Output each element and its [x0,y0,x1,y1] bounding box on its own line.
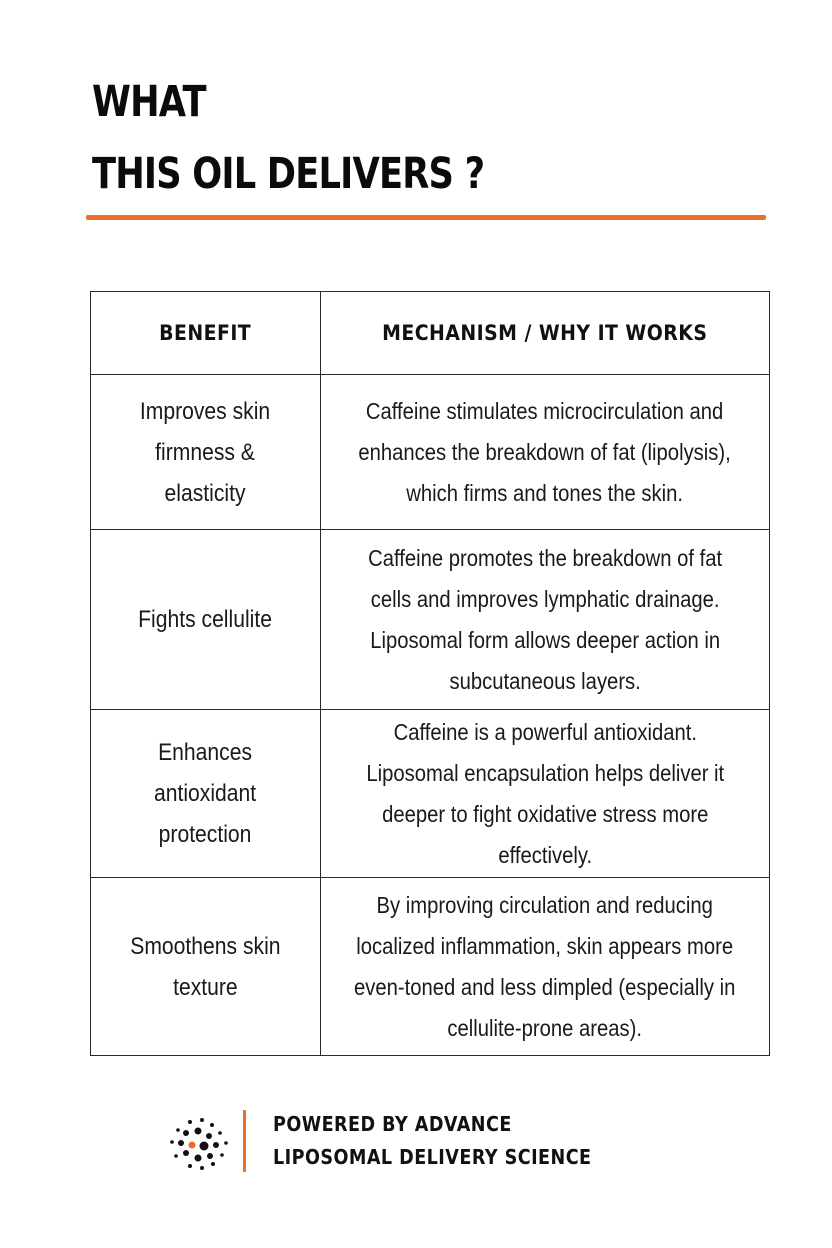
table-row [91,530,770,710]
benefit-cell: Improves skin firmness & elasticity [91,375,321,530]
benefit-cell: Smoothens skin texture [91,878,321,1056]
benefit-cell: Enhances antioxidant protection [91,710,321,878]
table-row [91,375,770,530]
footer-accent-bar [243,1110,246,1172]
mechanism-cell: Caffeine is a powerful antioxidant. Liposomal encapsulation helps deliver it deeper to fight oxidative stress more effectively. [321,710,770,878]
title-line-1: WHAT [92,77,206,127]
header-mechanism: MECHANISM / WHY IT WORKS [321,292,770,375]
dot-cluster-logo-icon [150,1100,250,1185]
mechanism-cell: By improving circulation and reducing localized inflammation, skin appears more even-toned and less dimpled (especially in cellulite-prone areas). [321,878,770,1056]
title-line-2: THIS OIL DELIVERS ? [92,149,485,199]
table-header-row [91,292,770,375]
footer-line-1: POWERED BY ADVANCE [273,1112,512,1136]
accent-divider [86,215,766,220]
mechanism-cell: Caffeine promotes the breakdown of fat cells and improves lymphatic drainage. Liposomal form allows deeper action in subcutaneous layers. [321,530,770,710]
footer-line-2: LIPOSOMAL DELIVERY SCIENCE [273,1145,592,1169]
footer-tagline [273,1108,592,1174]
benefit-cell: Fights cellulite [91,530,321,710]
mechanism-cell: Caffeine stimulates microcirculation and enhances the breakdown of fat (lipolysis), which firms and tones the skin. [321,375,770,530]
benefits-table [90,291,770,1056]
table-row [91,878,770,1056]
header-benefit: BENEFIT [91,292,321,375]
page-title [92,66,484,210]
table-row [91,710,770,878]
